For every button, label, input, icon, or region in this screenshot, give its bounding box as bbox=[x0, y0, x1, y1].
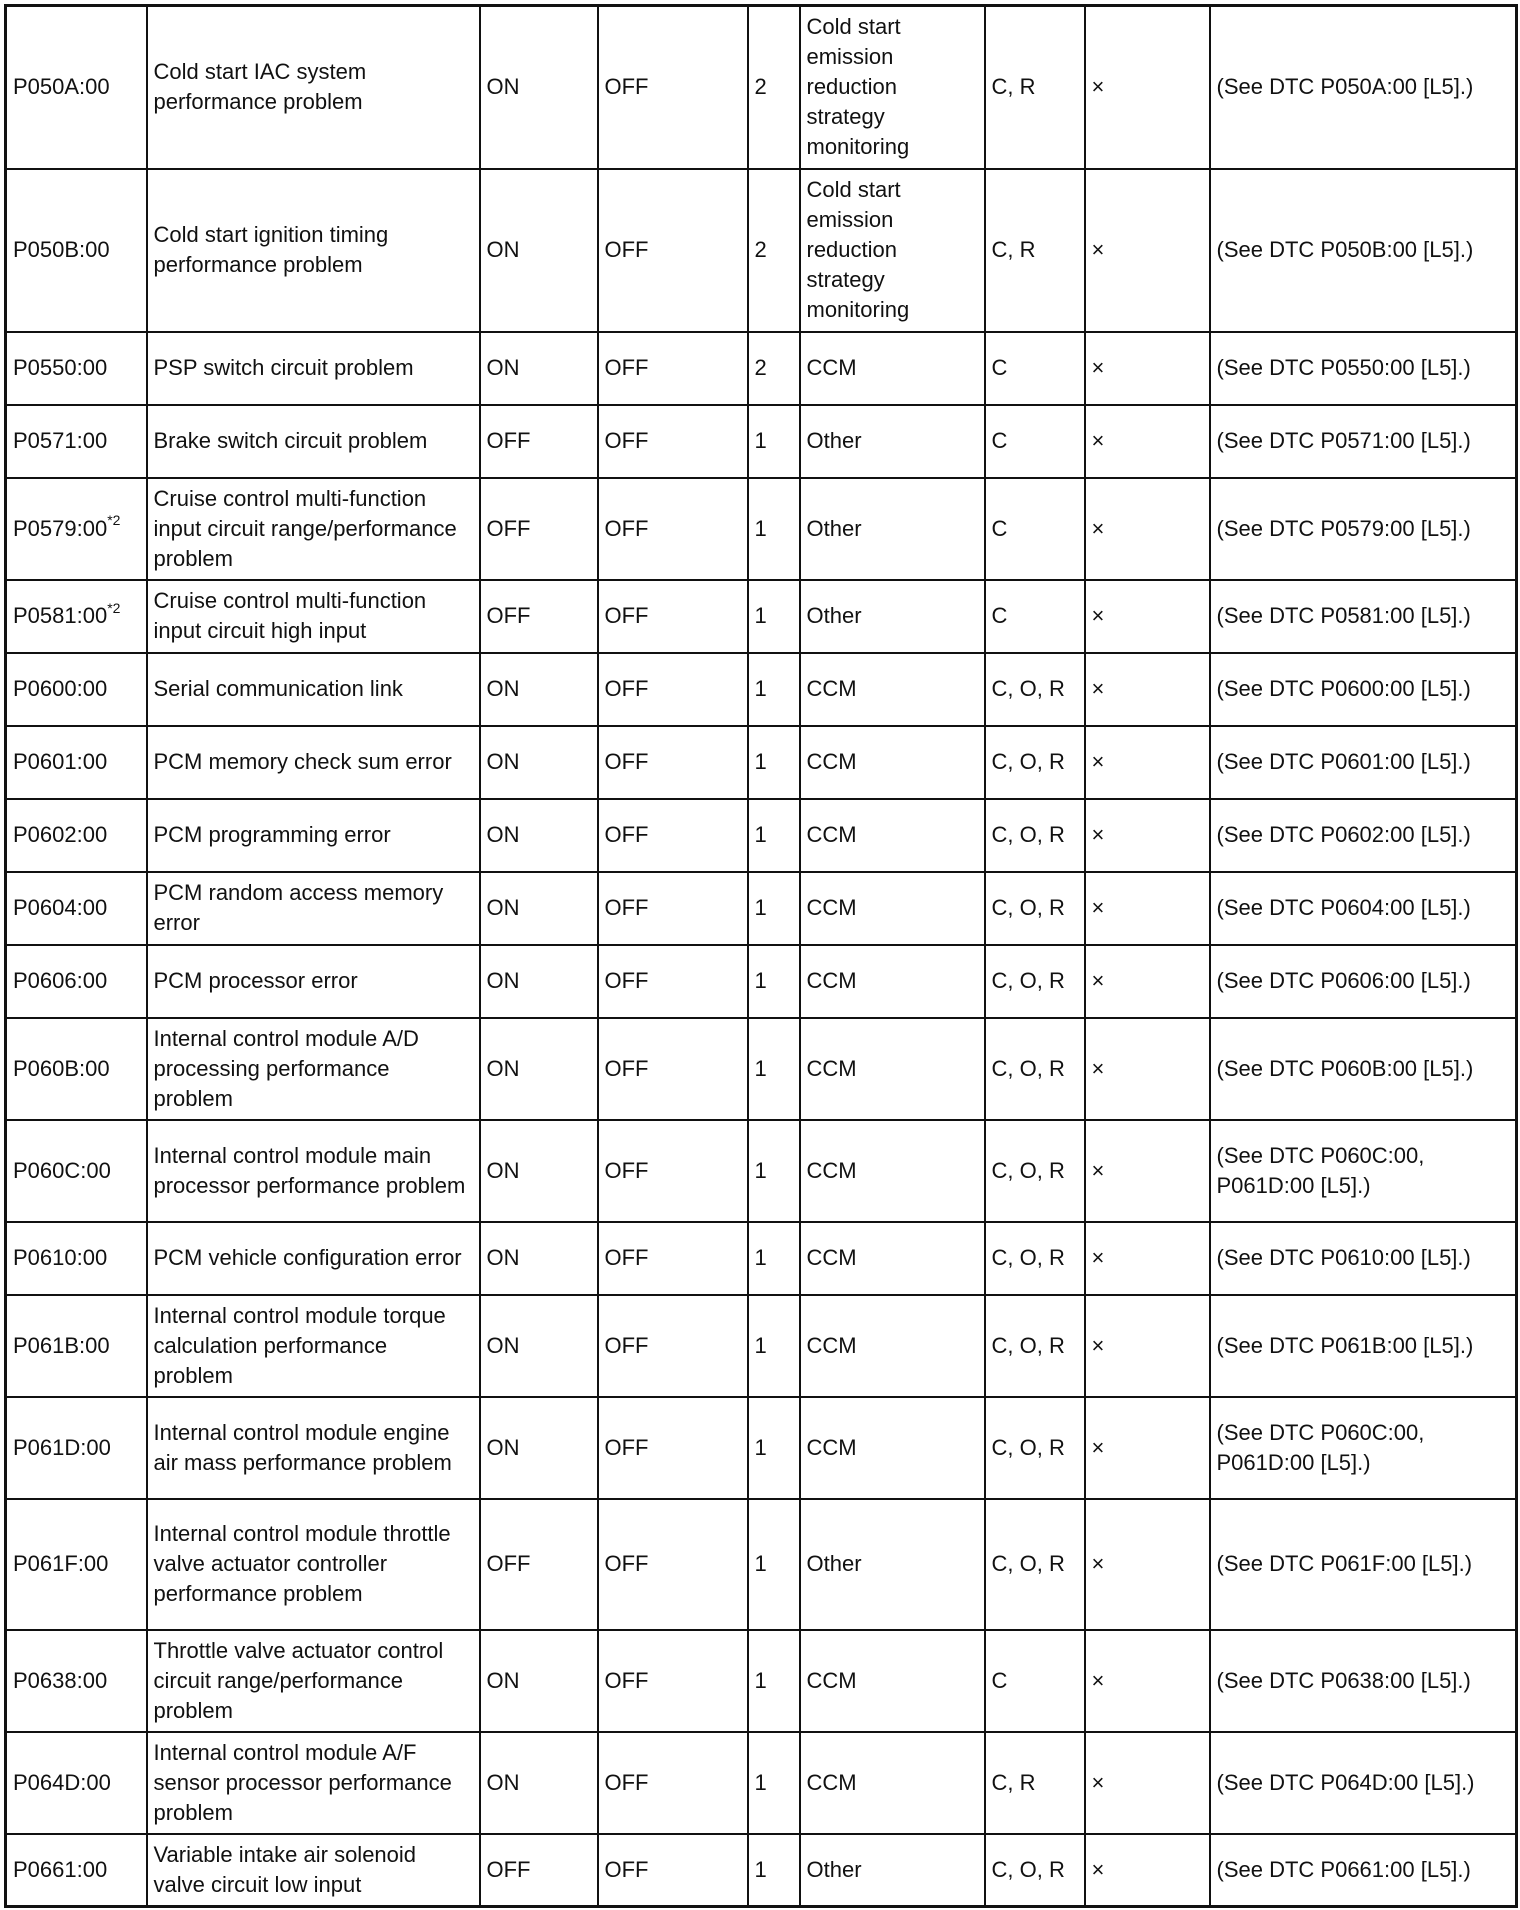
reference-page-cell: (See DTC P0550:00 [L5].) bbox=[1210, 332, 1517, 405]
dtc-code-cell bbox=[6, 1630, 147, 1732]
reference-page-cell: (See DTC P064D:00 [L5].) bbox=[1210, 1732, 1517, 1834]
generator-light-cell: OFF bbox=[598, 169, 748, 332]
memory-function-cell: C, O, R bbox=[985, 653, 1085, 726]
reference-page-cell: (See DTC P0581:00 [L5].) bbox=[1210, 580, 1517, 653]
dtc-code-cell bbox=[6, 726, 147, 799]
drive-cycle-cell: 1 bbox=[748, 405, 800, 478]
monitor-item-cell: CCM bbox=[800, 872, 985, 945]
drive-cycle-cell: 2 bbox=[748, 169, 800, 332]
drive-cycle-cell: 2 bbox=[748, 6, 800, 169]
dtc-description-cell: Internal control module engine air mass performance problem bbox=[147, 1397, 480, 1499]
drive-cycle-cell: 1 bbox=[748, 1120, 800, 1222]
dtc-code-cell bbox=[6, 945, 147, 1018]
reference-page-cell: (See DTC P060C:00, P061D:00 [L5].) bbox=[1210, 1397, 1517, 1499]
dtc-description-cell: PCM programming error bbox=[147, 799, 480, 872]
dtc-description-cell: Variable intake air solenoid valve circuit low input bbox=[147, 1834, 480, 1907]
dtc-code: P0606:00 bbox=[13, 968, 108, 993]
drive-cycle-cell: 1 bbox=[748, 1630, 800, 1732]
drive-cycle-cell: 1 bbox=[748, 726, 800, 799]
dtc-code: P060B:00 bbox=[13, 1055, 110, 1081]
monitor-item-cell: CCM bbox=[800, 1397, 985, 1499]
dtc-code-cell bbox=[6, 872, 147, 945]
reference-page-cell: (See DTC P061F:00 [L5].) bbox=[1210, 1499, 1517, 1630]
memory-function-cell: C bbox=[985, 580, 1085, 653]
memory-function-cell: C, O, R bbox=[985, 945, 1085, 1018]
mil-status-cell: ON bbox=[480, 945, 598, 1018]
reference-page-cell: (See DTC P060C:00, P061D:00 [L5].) bbox=[1210, 1120, 1517, 1222]
memory-function-cell: C, O, R bbox=[985, 1397, 1085, 1499]
generator-light-cell: OFF bbox=[598, 653, 748, 726]
dtc-code-cell bbox=[6, 580, 147, 653]
self-test-cell: × bbox=[1085, 1222, 1210, 1295]
dtc-description-cell: Internal control module A/F sensor processor performance problem bbox=[147, 1732, 480, 1834]
monitor-item-cell: Other bbox=[800, 405, 985, 478]
self-test-cell: × bbox=[1085, 726, 1210, 799]
reference-page-cell: (See DTC P0638:00 [L5].) bbox=[1210, 1630, 1517, 1732]
memory-function-cell: C, O, R bbox=[985, 1295, 1085, 1397]
reference-page-cell: (See DTC P061B:00 [L5].) bbox=[1210, 1295, 1517, 1397]
drive-cycle-cell: 1 bbox=[748, 872, 800, 945]
dtc-description-cell: Cold start ignition timing performance problem bbox=[147, 169, 480, 332]
self-test-cell: × bbox=[1085, 478, 1210, 580]
dtc-table-page bbox=[4, 4, 1518, 1908]
dtc-code-cell bbox=[6, 1732, 147, 1834]
self-test-cell: × bbox=[1085, 1499, 1210, 1630]
dtc-code: P0601:00 bbox=[13, 749, 108, 774]
reference-page-cell: (See DTC P0600:00 [L5].) bbox=[1210, 653, 1517, 726]
dtc-code: P0579:00 bbox=[13, 515, 108, 541]
reference-page-cell: (See DTC P060B:00 [L5].) bbox=[1210, 1018, 1517, 1120]
memory-function-cell: C, O, R bbox=[985, 1834, 1085, 1907]
generator-light-cell: OFF bbox=[598, 872, 748, 945]
mil-status-cell: ON bbox=[480, 169, 598, 332]
self-test-cell: × bbox=[1085, 332, 1210, 405]
dtc-description-cell: PCM processor error bbox=[147, 945, 480, 1018]
generator-light-cell: OFF bbox=[598, 1630, 748, 1732]
dtc-description-cell: Throttle valve actuator control circuit range/performance problem bbox=[147, 1630, 480, 1732]
dtc-code-cell bbox=[6, 799, 147, 872]
dtc-code: P061D:00 bbox=[13, 1434, 111, 1460]
table-row bbox=[6, 478, 1517, 580]
memory-function-cell: C, R bbox=[985, 169, 1085, 332]
monitor-item-cell: CCM bbox=[800, 653, 985, 726]
mil-status-cell: ON bbox=[480, 799, 598, 872]
dtc-description-cell: Serial communication link bbox=[147, 653, 480, 726]
drive-cycle-cell: 1 bbox=[748, 1732, 800, 1834]
self-test-cell: × bbox=[1085, 1018, 1210, 1120]
table-row bbox=[6, 1222, 1517, 1295]
table-row bbox=[6, 1018, 1517, 1120]
drive-cycle-cell: 1 bbox=[748, 1834, 800, 1907]
self-test-cell: × bbox=[1085, 945, 1210, 1018]
mil-status-cell: OFF bbox=[480, 580, 598, 653]
mil-status-cell: ON bbox=[480, 6, 598, 169]
mil-status-cell: OFF bbox=[480, 1834, 598, 1907]
reference-page-cell: (See DTC P0606:00 [L5].) bbox=[1210, 945, 1517, 1018]
monitor-item-cell: Cold start emission reduction strategy monitoring bbox=[800, 169, 985, 332]
table-row bbox=[6, 1834, 1517, 1907]
table-row bbox=[6, 799, 1517, 872]
memory-function-cell: C bbox=[985, 405, 1085, 478]
generator-light-cell: OFF bbox=[598, 726, 748, 799]
mil-status-cell: ON bbox=[480, 1018, 598, 1120]
self-test-cell: × bbox=[1085, 1120, 1210, 1222]
footnote-marker: *2 bbox=[107, 512, 121, 529]
generator-light-cell: OFF bbox=[598, 1120, 748, 1222]
monitor-item-cell: CCM bbox=[800, 1295, 985, 1397]
reference-page-cell: (See DTC P0604:00 [L5].) bbox=[1210, 872, 1517, 945]
dtc-code: P0604:00 bbox=[13, 895, 108, 920]
monitor-item-cell: CCM bbox=[800, 1222, 985, 1295]
mil-status-cell: ON bbox=[480, 872, 598, 945]
generator-light-cell: OFF bbox=[598, 799, 748, 872]
memory-function-cell: C, O, R bbox=[985, 726, 1085, 799]
dtc-code: P0638:00 bbox=[13, 1667, 108, 1693]
mil-status-cell: ON bbox=[480, 726, 598, 799]
table-row bbox=[6, 726, 1517, 799]
table-row bbox=[6, 1120, 1517, 1222]
self-test-cell: × bbox=[1085, 405, 1210, 478]
generator-light-cell: OFF bbox=[598, 1499, 748, 1630]
dtc-table-body bbox=[6, 6, 1517, 1907]
self-test-cell: × bbox=[1085, 6, 1210, 169]
table-row bbox=[6, 169, 1517, 332]
drive-cycle-cell: 1 bbox=[748, 1018, 800, 1120]
table-row bbox=[6, 653, 1517, 726]
dtc-code-cell bbox=[6, 405, 147, 478]
monitor-item-cell: CCM bbox=[800, 1120, 985, 1222]
table-row bbox=[6, 6, 1517, 169]
memory-function-cell: C, O, R bbox=[985, 1120, 1085, 1222]
table-row bbox=[6, 1295, 1517, 1397]
dtc-code: P050B:00 bbox=[13, 237, 110, 262]
dtc-description-cell: Brake switch circuit problem bbox=[147, 405, 480, 478]
table-row bbox=[6, 872, 1517, 945]
mil-status-cell: OFF bbox=[480, 478, 598, 580]
mil-status-cell: OFF bbox=[480, 1499, 598, 1630]
monitor-item-cell: CCM bbox=[800, 1630, 985, 1732]
dtc-description-cell: PCM memory check sum error bbox=[147, 726, 480, 799]
monitor-item-cell: Other bbox=[800, 1499, 985, 1630]
mil-status-cell: ON bbox=[480, 332, 598, 405]
drive-cycle-cell: 1 bbox=[748, 580, 800, 653]
memory-function-cell: C, O, R bbox=[985, 1499, 1085, 1630]
dtc-description-cell: Cruise control multi-function input circuit range/performance problem bbox=[147, 478, 480, 580]
memory-function-cell: C bbox=[985, 478, 1085, 580]
generator-light-cell: OFF bbox=[598, 1295, 748, 1397]
self-test-cell: × bbox=[1085, 1397, 1210, 1499]
reference-page-cell: (See DTC P0610:00 [L5].) bbox=[1210, 1222, 1517, 1295]
dtc-code-cell bbox=[6, 6, 147, 169]
mil-status-cell: ON bbox=[480, 1630, 598, 1732]
mil-status-cell: ON bbox=[480, 1295, 598, 1397]
self-test-cell: × bbox=[1085, 169, 1210, 332]
dtc-code-cell bbox=[6, 1834, 147, 1907]
self-test-cell: × bbox=[1085, 1630, 1210, 1732]
table-row bbox=[6, 1499, 1517, 1630]
dtc-code: P0602:00 bbox=[13, 822, 108, 847]
reference-page-cell: (See DTC P0579:00 [L5].) bbox=[1210, 478, 1517, 580]
dtc-code: P064D:00 bbox=[13, 1769, 111, 1795]
dtc-table bbox=[4, 4, 1518, 1908]
dtc-code: P061B:00 bbox=[13, 1332, 110, 1358]
dtc-code: P0661:00 bbox=[13, 1856, 108, 1882]
dtc-code: P0610:00 bbox=[13, 1245, 108, 1270]
mil-status-cell: OFF bbox=[480, 405, 598, 478]
self-test-cell: × bbox=[1085, 1732, 1210, 1834]
dtc-code: P0550:00 bbox=[13, 355, 108, 380]
memory-function-cell: C, O, R bbox=[985, 1018, 1085, 1120]
generator-light-cell: OFF bbox=[598, 580, 748, 653]
monitor-item-cell: Other bbox=[800, 1834, 985, 1907]
table-row bbox=[6, 1732, 1517, 1834]
dtc-code-cell bbox=[6, 1120, 147, 1222]
generator-light-cell: OFF bbox=[598, 478, 748, 580]
dtc-code-cell bbox=[6, 332, 147, 405]
reference-page-cell: (See DTC P050A:00 [L5].) bbox=[1210, 6, 1517, 169]
mil-status-cell: ON bbox=[480, 653, 598, 726]
dtc-code-cell bbox=[6, 1222, 147, 1295]
drive-cycle-cell: 1 bbox=[748, 1222, 800, 1295]
drive-cycle-cell: 1 bbox=[748, 478, 800, 580]
monitor-item-cell: CCM bbox=[800, 332, 985, 405]
monitor-item-cell: Other bbox=[800, 478, 985, 580]
generator-light-cell: OFF bbox=[598, 405, 748, 478]
generator-light-cell: OFF bbox=[598, 332, 748, 405]
memory-function-cell: C, R bbox=[985, 1732, 1085, 1834]
reference-page-cell: (See DTC P0571:00 [L5].) bbox=[1210, 405, 1517, 478]
dtc-code: P0571:00 bbox=[13, 428, 108, 453]
dtc-description-cell: PCM random access memory error bbox=[147, 872, 480, 945]
memory-function-cell: C bbox=[985, 1630, 1085, 1732]
dtc-code-cell bbox=[6, 1018, 147, 1120]
self-test-cell: × bbox=[1085, 1295, 1210, 1397]
dtc-code-cell bbox=[6, 169, 147, 332]
drive-cycle-cell: 1 bbox=[748, 1397, 800, 1499]
memory-function-cell: C, O, R bbox=[985, 799, 1085, 872]
generator-light-cell: OFF bbox=[598, 945, 748, 1018]
dtc-code: P0581:00 bbox=[13, 603, 108, 628]
generator-light-cell: OFF bbox=[598, 1222, 748, 1295]
memory-function-cell: C, O, R bbox=[985, 1222, 1085, 1295]
self-test-cell: × bbox=[1085, 872, 1210, 945]
dtc-description-cell: Internal control module torque calculation performance problem bbox=[147, 1295, 480, 1397]
generator-light-cell: OFF bbox=[598, 6, 748, 169]
monitor-item-cell: Cold start emission reduction strategy monitoring bbox=[800, 6, 985, 169]
generator-light-cell: OFF bbox=[598, 1018, 748, 1120]
mil-status-cell: ON bbox=[480, 1120, 598, 1222]
dtc-code: P050A:00 bbox=[13, 74, 110, 100]
dtc-description-cell: Internal control module throttle valve actuator controller performance problem bbox=[147, 1499, 480, 1630]
reference-page-cell: (See DTC P0661:00 [L5].) bbox=[1210, 1834, 1517, 1907]
drive-cycle-cell: 1 bbox=[748, 1499, 800, 1630]
dtc-code: P0600:00 bbox=[13, 676, 108, 701]
monitor-item-cell: CCM bbox=[800, 799, 985, 872]
footnote-marker: *2 bbox=[107, 599, 121, 616]
reference-page-cell: (See DTC P050B:00 [L5].) bbox=[1210, 169, 1517, 332]
dtc-description-cell: Cruise control multi-function input circuit high input bbox=[147, 580, 480, 653]
monitor-item-cell: CCM bbox=[800, 1732, 985, 1834]
table-row bbox=[6, 580, 1517, 653]
table-row bbox=[6, 1630, 1517, 1732]
self-test-cell: × bbox=[1085, 799, 1210, 872]
drive-cycle-cell: 1 bbox=[748, 799, 800, 872]
monitor-item-cell: CCM bbox=[800, 945, 985, 1018]
dtc-code: P060C:00 bbox=[13, 1157, 111, 1183]
self-test-cell: × bbox=[1085, 580, 1210, 653]
memory-function-cell: C bbox=[985, 332, 1085, 405]
table-row bbox=[6, 1397, 1517, 1499]
reference-page-cell: (See DTC P0602:00 [L5].) bbox=[1210, 799, 1517, 872]
dtc-code-cell bbox=[6, 1295, 147, 1397]
mil-status-cell: ON bbox=[480, 1732, 598, 1834]
dtc-code-cell bbox=[6, 1499, 147, 1630]
dtc-code-cell bbox=[6, 653, 147, 726]
reference-page-cell: (See DTC P0601:00 [L5].) bbox=[1210, 726, 1517, 799]
dtc-code-cell bbox=[6, 478, 147, 580]
drive-cycle-cell: 1 bbox=[748, 1295, 800, 1397]
generator-light-cell: OFF bbox=[598, 1397, 748, 1499]
memory-function-cell: C, R bbox=[985, 6, 1085, 169]
self-test-cell: × bbox=[1085, 653, 1210, 726]
memory-function-cell: C, O, R bbox=[985, 872, 1085, 945]
monitor-item-cell: CCM bbox=[800, 1018, 985, 1120]
drive-cycle-cell: 2 bbox=[748, 332, 800, 405]
dtc-description-cell: Cold start IAC system performance problem bbox=[147, 6, 480, 169]
table-row bbox=[6, 405, 1517, 478]
monitor-item-cell: Other bbox=[800, 580, 985, 653]
dtc-description-cell: Internal control module main processor performance problem bbox=[147, 1120, 480, 1222]
generator-light-cell: OFF bbox=[598, 1732, 748, 1834]
self-test-cell: × bbox=[1085, 1834, 1210, 1907]
dtc-code-cell bbox=[6, 1397, 147, 1499]
table-row bbox=[6, 945, 1517, 1018]
dtc-description-cell: PSP switch circuit problem bbox=[147, 332, 480, 405]
dtc-code: P061F:00 bbox=[13, 1551, 109, 1576]
dtc-description-cell: PCM vehicle configuration error bbox=[147, 1222, 480, 1295]
table-row bbox=[6, 332, 1517, 405]
mil-status-cell: ON bbox=[480, 1222, 598, 1295]
monitor-item-cell: CCM bbox=[800, 726, 985, 799]
drive-cycle-cell: 1 bbox=[748, 653, 800, 726]
drive-cycle-cell: 1 bbox=[748, 945, 800, 1018]
mil-status-cell: ON bbox=[480, 1397, 598, 1499]
generator-light-cell: OFF bbox=[598, 1834, 748, 1907]
dtc-description-cell: Internal control module A/D processing performance problem bbox=[147, 1018, 480, 1120]
